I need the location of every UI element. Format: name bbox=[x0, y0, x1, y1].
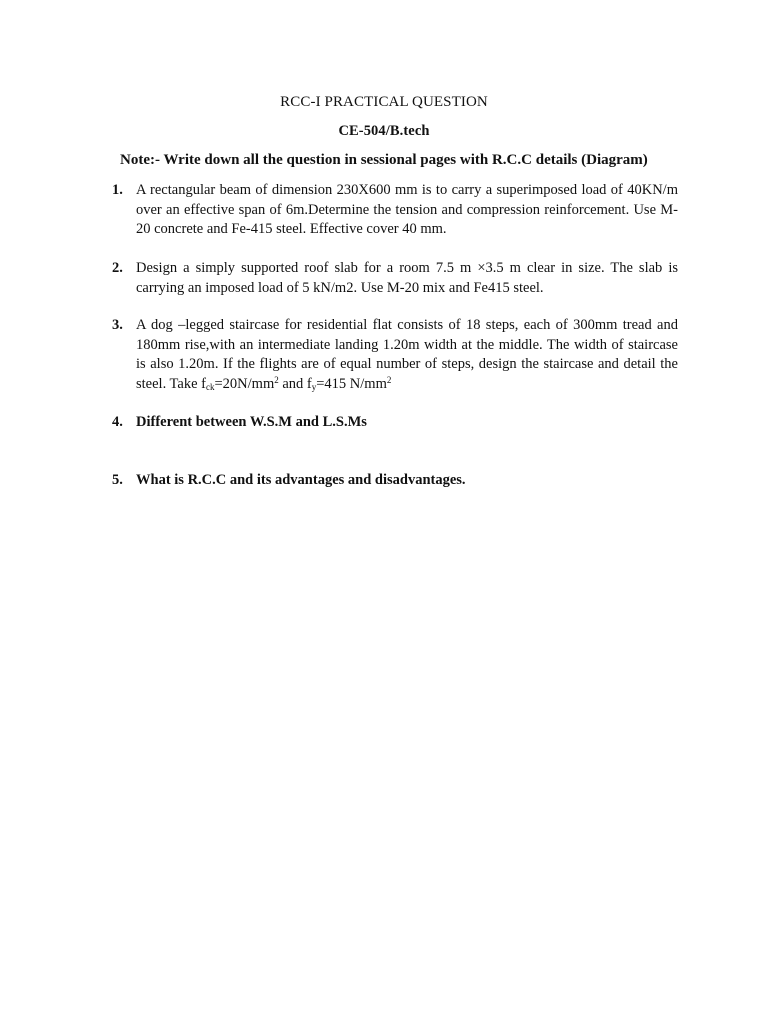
question-text-main: A dog –legged staircase for residential flat consists of 18 steps, each of 300mm tread and 180mm rise,with an intermediate landing 1.20m width at the middle. The width of staircase is also 1.20m. If the flights are of equal number of steps, design the staircase and detail the steel. Take f bbox=[136, 317, 678, 392]
question-text-part: =20N/mm bbox=[214, 375, 275, 392]
instruction-note: Note:- Write down all the question in sessional pages with R.C.C details (Diagram) bbox=[120, 152, 648, 168]
question-text-part: and f bbox=[278, 375, 312, 392]
question-4 bbox=[112, 413, 678, 433]
subscript-ck: ck bbox=[205, 381, 215, 392]
question-text: A rectangular beam of dimension 230X600 mm is to carry a superimposed load of 40KN/m over an effective span of 6m.Determine the tension and compression reinforcement. Use M-20 concrete and Fe-415 steel. Effective cover 40 mm. bbox=[136, 182, 678, 237]
question-text: Different between W.S.M and L.S.Ms bbox=[136, 414, 367, 430]
question-text: What is R.C.C and its advantages and disadvantages. bbox=[136, 472, 466, 488]
subscript-y: y bbox=[311, 381, 317, 392]
question-3 bbox=[112, 316, 678, 394]
question-text: Design a simply supported roof slab for a room 7.5 m ×3.5 m clear in size. The slab is carrying an imposed load of 5 kN/m2. Use M-20 mix and Fe415 steel. bbox=[136, 260, 678, 296]
document-title: RCC-I PRACTICAL QUESTION bbox=[280, 94, 488, 110]
question-2 bbox=[112, 259, 678, 298]
superscript-2: 2 bbox=[386, 374, 392, 385]
question-1 bbox=[112, 181, 678, 240]
question-text-part: =415 N/mm bbox=[316, 375, 387, 392]
superscript-2: 2 bbox=[274, 374, 279, 385]
question-number: 1. bbox=[112, 182, 123, 198]
question-number: 4. bbox=[112, 414, 123, 430]
question-number: 3. bbox=[112, 317, 123, 333]
question-number: 2. bbox=[112, 260, 123, 276]
question-number: 5. bbox=[112, 472, 123, 488]
course-code: CE-504/B.tech bbox=[338, 123, 430, 139]
question-text bbox=[136, 316, 678, 394]
question-5 bbox=[112, 471, 678, 491]
